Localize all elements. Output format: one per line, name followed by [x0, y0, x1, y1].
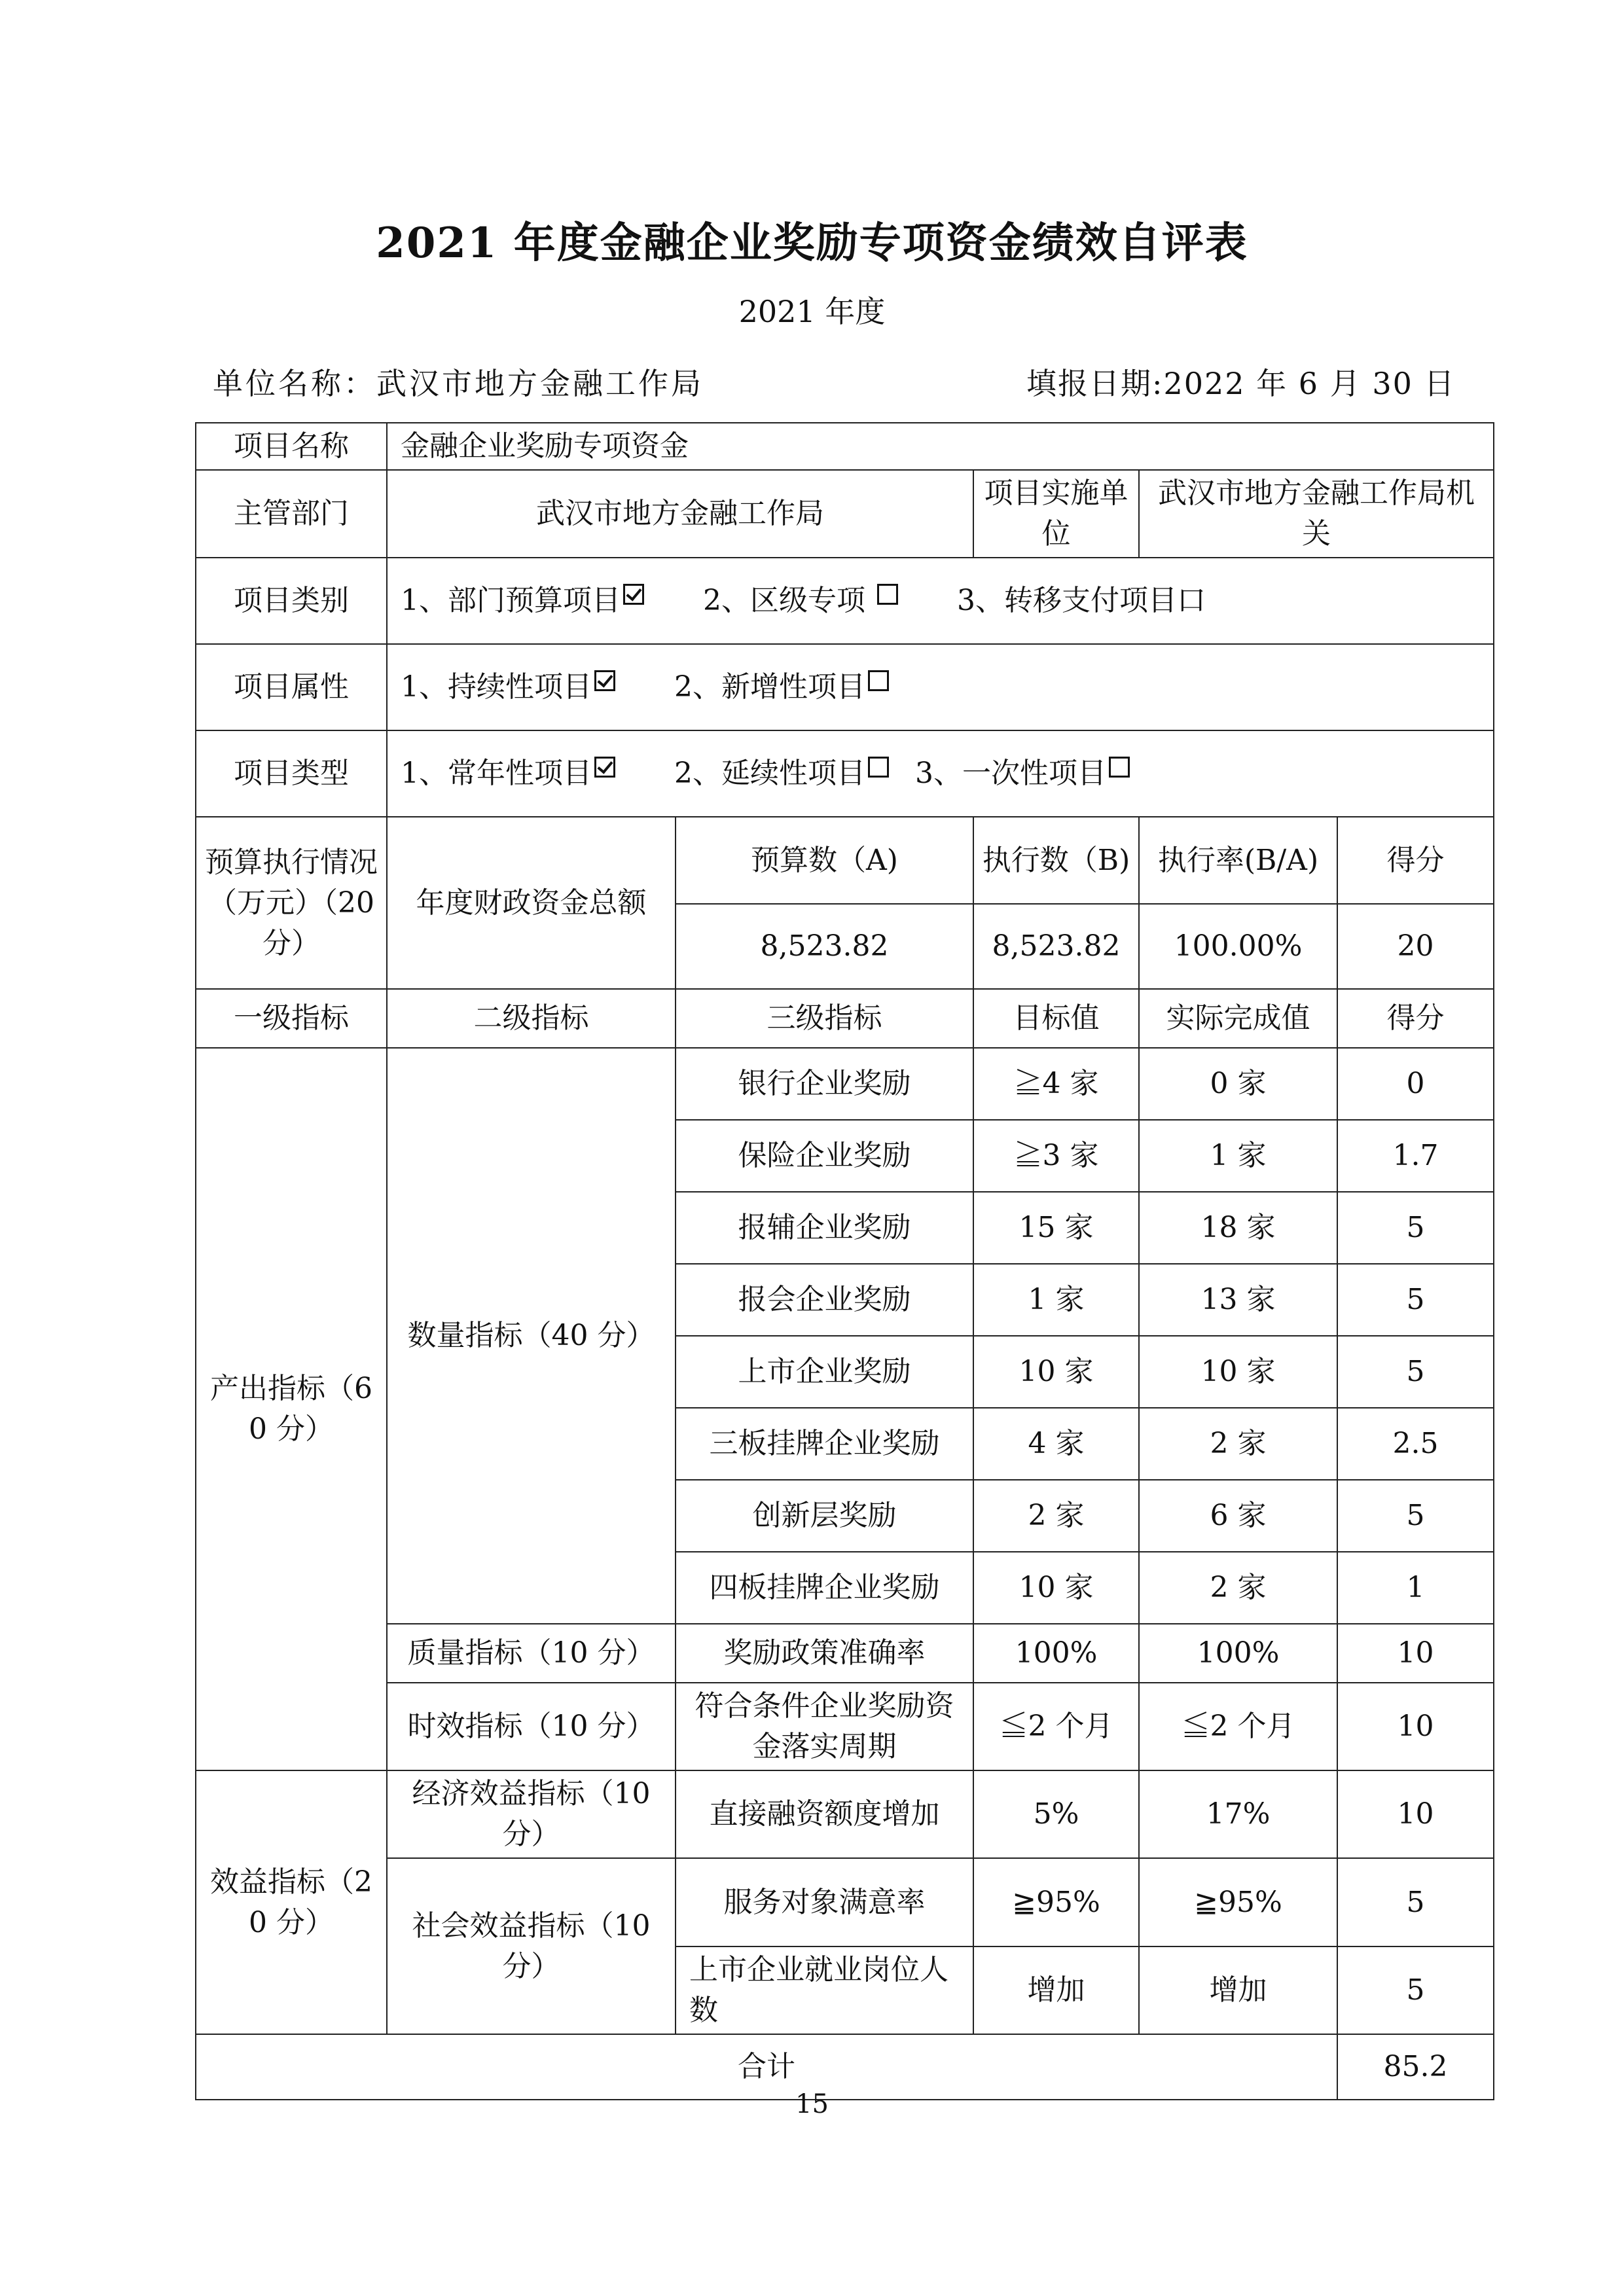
indicator-score: 5 — [1337, 1858, 1494, 1946]
table-row — [196, 558, 1494, 644]
indicator-target: ≧95% — [973, 1858, 1139, 1946]
indicator-name: 符合条件企业奖励资金落实周期 — [676, 1683, 973, 1770]
report-date: 填报日期:2022 年 6 月 30 日 — [1026, 366, 1456, 401]
table-row — [196, 423, 1494, 470]
indicator-actual: 100% — [1139, 1624, 1337, 1683]
indicator-name: 创新层奖励 — [676, 1480, 973, 1552]
header-score: 得分 — [1337, 989, 1494, 1048]
category-option-3: 3、转移支付项目口 — [957, 584, 1206, 617]
total-label: 合计 — [196, 2034, 1337, 2100]
budget-col-a: 预算数（A) — [676, 817, 973, 904]
indicator-name: 奖励政策准确率 — [676, 1624, 973, 1683]
budget-val-score: 20 — [1337, 904, 1494, 989]
category-option-2: 2、区级专项 — [703, 584, 865, 617]
table-row — [196, 730, 1494, 817]
budget-label: 预算执行情况（万元）（20 分） — [196, 817, 387, 989]
table-row — [196, 1770, 1494, 1858]
indicator-target: ≧3 家 — [973, 1120, 1139, 1192]
quantity-label: 数量指标（40 分） — [387, 1048, 676, 1624]
budget-val-b: 8,523.82 — [973, 904, 1139, 989]
checked-box-icon — [594, 757, 615, 778]
impl-unit-value: 武汉市地方金融工作局机关 — [1139, 470, 1494, 558]
budget-total-label: 年度财政资金总额 — [387, 817, 676, 989]
benefit-label: 效益指标（20 分） — [196, 1770, 387, 2034]
indicator-target: ≦2 个月 — [973, 1683, 1139, 1770]
indicator-name: 保险企业奖励 — [676, 1120, 973, 1192]
indicator-score: 5 — [1337, 1946, 1494, 2034]
timeliness-label: 时效指标（10 分） — [387, 1683, 676, 1770]
header-level3: 三级指标 — [676, 989, 973, 1048]
indicator-score: 10 — [1337, 1624, 1494, 1683]
indicator-name: 报会企业奖励 — [676, 1264, 973, 1336]
checkbox-icon — [868, 757, 889, 778]
indicator-actual: 6 家 — [1139, 1480, 1337, 1552]
table-row — [196, 470, 1494, 558]
indicator-score: 2.5 — [1337, 1408, 1494, 1480]
header-level1: 一级指标 — [196, 989, 387, 1048]
indicator-score: 5 — [1337, 1480, 1494, 1552]
category-options — [387, 558, 1494, 644]
indicator-target: 4 家 — [973, 1408, 1139, 1480]
indicator-target: 100% — [973, 1624, 1139, 1683]
project-name-label: 项目名称 — [196, 423, 387, 470]
type-option-2: 2、延续性项目 — [674, 757, 865, 790]
table-row — [196, 1624, 1494, 1683]
indicator-score: 0 — [1337, 1048, 1494, 1120]
category-option-1: 1、部门预算项目 — [401, 584, 621, 617]
type-label: 项目类型 — [196, 730, 387, 817]
indicator-score: 1 — [1337, 1552, 1494, 1624]
quality-label: 质量指标（10 分） — [387, 1624, 676, 1683]
checkbox-icon — [868, 670, 889, 691]
indicator-actual: 10 家 — [1139, 1336, 1337, 1408]
indicator-actual: 2 家 — [1139, 1408, 1337, 1480]
header-level2: 二级指标 — [387, 989, 676, 1048]
indicator-name: 上市企业就业岗位人数 — [676, 1946, 973, 2034]
indicator-target: 10 家 — [973, 1552, 1139, 1624]
indicator-actual: ≦2 个月 — [1139, 1683, 1337, 1770]
page-title: 2021 年度金融企业奖励专项资金绩效自评表 — [376, 219, 1248, 268]
header-actual: 实际完成值 — [1139, 989, 1337, 1048]
indicator-header-row — [196, 989, 1494, 1048]
project-name-value: 金融企业奖励专项资金 — [387, 423, 1494, 470]
indicator-actual: 增加 — [1139, 1946, 1337, 2034]
subtitle-year: 2021 年度 — [738, 294, 886, 329]
indicator-name: 服务对象满意率 — [676, 1858, 973, 1946]
indicator-target: 增加 — [973, 1946, 1139, 2034]
indicator-target: ≧4 家 — [973, 1048, 1139, 1120]
indicator-actual: 2 家 — [1139, 1552, 1337, 1624]
indicator-name: 上市企业奖励 — [676, 1336, 973, 1408]
table-row — [196, 1858, 1494, 1946]
attribute-options — [387, 644, 1494, 730]
attribute-option-2: 2、新增性项目 — [674, 670, 865, 704]
table-row — [196, 1048, 1494, 1120]
social-label: 社会效益指标（10 分） — [387, 1858, 676, 2034]
category-label: 项目类别 — [196, 558, 387, 644]
indicator-target: 10 家 — [973, 1336, 1139, 1408]
table-row — [196, 817, 1494, 904]
header-target: 目标值 — [973, 989, 1139, 1048]
table-row — [196, 644, 1494, 730]
table-row — [196, 1683, 1494, 1770]
checkbox-icon — [877, 584, 898, 605]
attribute-option-1: 1、持续性项目 — [401, 670, 592, 704]
budget-val-a: 8,523.82 — [676, 904, 973, 989]
indicator-score: 5 — [1337, 1192, 1494, 1264]
budget-col-score: 得分 — [1337, 817, 1494, 904]
indicator-actual: 17% — [1139, 1770, 1337, 1858]
unit-name: 单位名称：武汉市地方金融工作局 — [213, 366, 704, 401]
indicator-actual: 13 家 — [1139, 1264, 1337, 1336]
indicator-score: 1.7 — [1337, 1120, 1494, 1192]
budget-col-rate: 执行率(B/A) — [1139, 817, 1337, 904]
indicator-name: 四板挂牌企业奖励 — [676, 1552, 973, 1624]
type-option-3: 3、一次性项目 — [915, 757, 1106, 790]
page-number: 15 — [795, 2089, 829, 2119]
indicator-target: 2 家 — [973, 1480, 1139, 1552]
checked-box-icon — [623, 584, 644, 605]
budget-val-rate: 100.00% — [1139, 904, 1337, 989]
indicator-name: 三板挂牌企业奖励 — [676, 1408, 973, 1480]
indicator-name: 报辅企业奖励 — [676, 1192, 973, 1264]
output-label: 产出指标（60 分） — [196, 1048, 387, 1770]
type-option-1: 1、常年性项目 — [401, 757, 592, 790]
indicator-score: 10 — [1337, 1683, 1494, 1770]
budget-col-b: 执行数（B) — [973, 817, 1139, 904]
indicator-target: 1 家 — [973, 1264, 1139, 1336]
indicator-actual: 18 家 — [1139, 1192, 1337, 1264]
checked-box-icon — [594, 670, 615, 691]
indicator-name: 直接融资额度增加 — [676, 1770, 973, 1858]
evaluation-table — [195, 422, 1494, 2100]
indicator-actual: 0 家 — [1139, 1048, 1337, 1120]
indicator-score: 10 — [1337, 1770, 1494, 1858]
dept-value: 武汉市地方金融工作局 — [387, 470, 973, 558]
indicator-score: 5 — [1337, 1336, 1494, 1408]
attribute-label: 项目属性 — [196, 644, 387, 730]
impl-unit-label: 项目实施单位 — [973, 470, 1139, 558]
total-score: 85.2 — [1337, 2034, 1494, 2100]
indicator-target: 15 家 — [973, 1192, 1139, 1264]
checkbox-icon — [1109, 757, 1130, 778]
indicator-actual: ≧95% — [1139, 1858, 1337, 1946]
indicator-score: 5 — [1337, 1264, 1494, 1336]
indicator-name: 银行企业奖励 — [676, 1048, 973, 1120]
dept-label: 主管部门 — [196, 470, 387, 558]
type-options — [387, 730, 1494, 817]
indicator-target: 5% — [973, 1770, 1139, 1858]
indicator-actual: 1 家 — [1139, 1120, 1337, 1192]
economic-label: 经济效益指标（10 分） — [387, 1770, 676, 1858]
